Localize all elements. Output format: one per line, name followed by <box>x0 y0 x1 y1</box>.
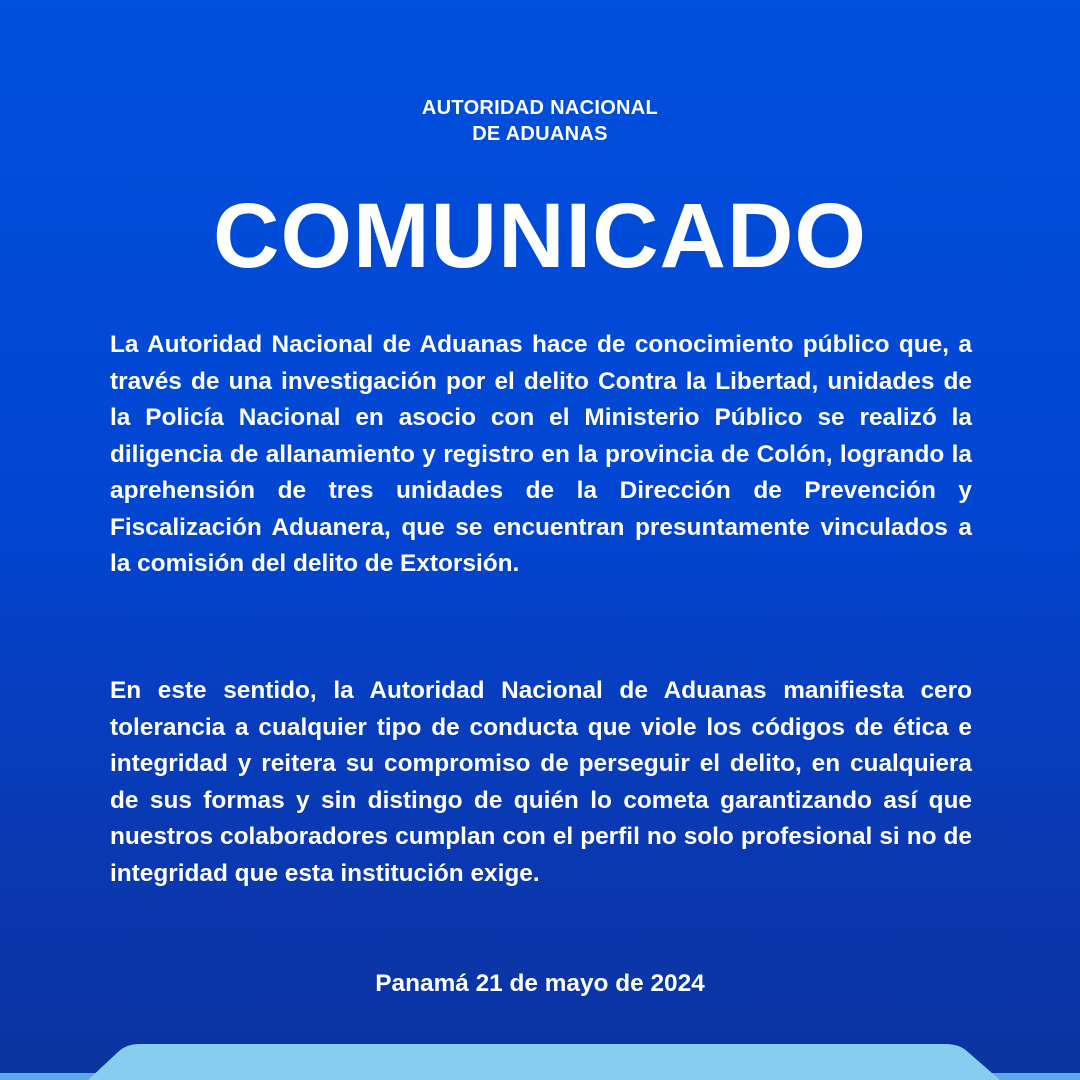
footer-accent-shape <box>88 1044 1000 1080</box>
organization-name-line2: DE ADUANAS <box>472 123 608 145</box>
footer-decorative-bar <box>0 1044 1080 1080</box>
date-line: Panamá 21 de mayo de 2024 <box>375 970 705 997</box>
body-paragraph-2: En este sentido, la Autoridad Nacional de Aduanas manifiesta cero tolerancia a cualquier tipo de conducta que viole los códigos de ética e integridad y reitera su compromiso de perseguir el delito, en cualquiera de sus formas y sin distingo de quién lo cometa garantizando así que nuestros colaboradores cumplan con el perfil no solo profesional si no de integridad que esta institución exige. <box>110 677 972 887</box>
page-title: COMUNICADO <box>213 185 867 287</box>
organization-name <box>0 95 1080 147</box>
body-paragraph-1: La Autoridad Nacional de Aduanas hace de conocimiento público que, a través de una investigación por el delito Contra la Libertad, unidades de la Policía Nacional en asocio con el Ministerio Público se realizó la diligencia de allanamiento y registro en la provincia de Colón, logrando la aprehensión de tres unidades de la Dirección de Prevención y Fiscalización Aduanera, que se encuentran presuntamente vinculados a la comisión del delito de Extorsión. <box>110 331 972 577</box>
organization-name-line1: AUTORIDAD NACIONAL <box>421 97 659 119</box>
